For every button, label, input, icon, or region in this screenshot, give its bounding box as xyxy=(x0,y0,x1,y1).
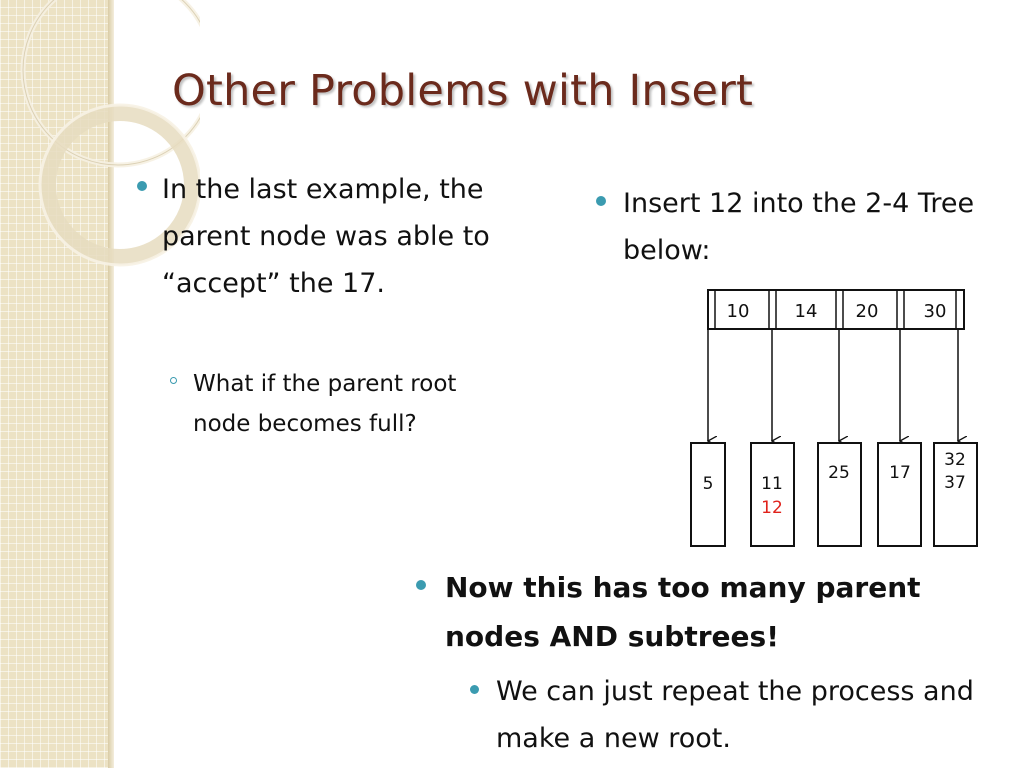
decorative-band-edge xyxy=(108,0,114,768)
sub-bullet-ring xyxy=(170,377,177,384)
bullet-dot xyxy=(416,580,426,590)
bullet-dot xyxy=(137,181,147,191)
child-key: 11 xyxy=(761,474,783,494)
slide-title: Other Problems with Insert xyxy=(172,66,754,116)
child-key: 17 xyxy=(889,463,911,483)
bullet-dot xyxy=(596,196,606,206)
bottom-bullet-text: Now this has too many parent nodes AND subtrees! xyxy=(445,571,921,653)
child-node xyxy=(934,443,977,546)
root-node xyxy=(708,290,964,329)
child-key: 5 xyxy=(702,474,714,494)
child-key: 32 xyxy=(944,450,966,470)
root-key: 10 xyxy=(726,301,750,322)
root-key: 20 xyxy=(855,301,879,322)
tree-edges xyxy=(708,329,958,441)
left-bullet-text: In the last example, the parent node was able to “accept” the 17. xyxy=(162,174,490,299)
root-key: 30 xyxy=(923,301,947,322)
inserted-key: 12 xyxy=(761,498,783,518)
right-bullet-text: Insert 12 into the 2-4 Tree below: xyxy=(623,188,975,266)
bottom-sub-bullet-text: We can just repeat the process and make a new root. xyxy=(496,676,974,754)
child-key: 37 xyxy=(944,473,966,493)
two-four-tree-diagram xyxy=(680,280,1000,555)
child-node xyxy=(818,443,861,546)
sub-bullet-dot xyxy=(470,685,479,694)
decorative-left-band xyxy=(0,0,112,768)
root-key: 14 xyxy=(794,301,818,322)
child-key: 25 xyxy=(828,463,850,483)
child-node xyxy=(878,443,921,546)
child-node xyxy=(691,443,725,546)
child-node xyxy=(751,443,794,546)
left-sub-bullet-text: What if the parent root node becomes full? xyxy=(193,371,457,437)
